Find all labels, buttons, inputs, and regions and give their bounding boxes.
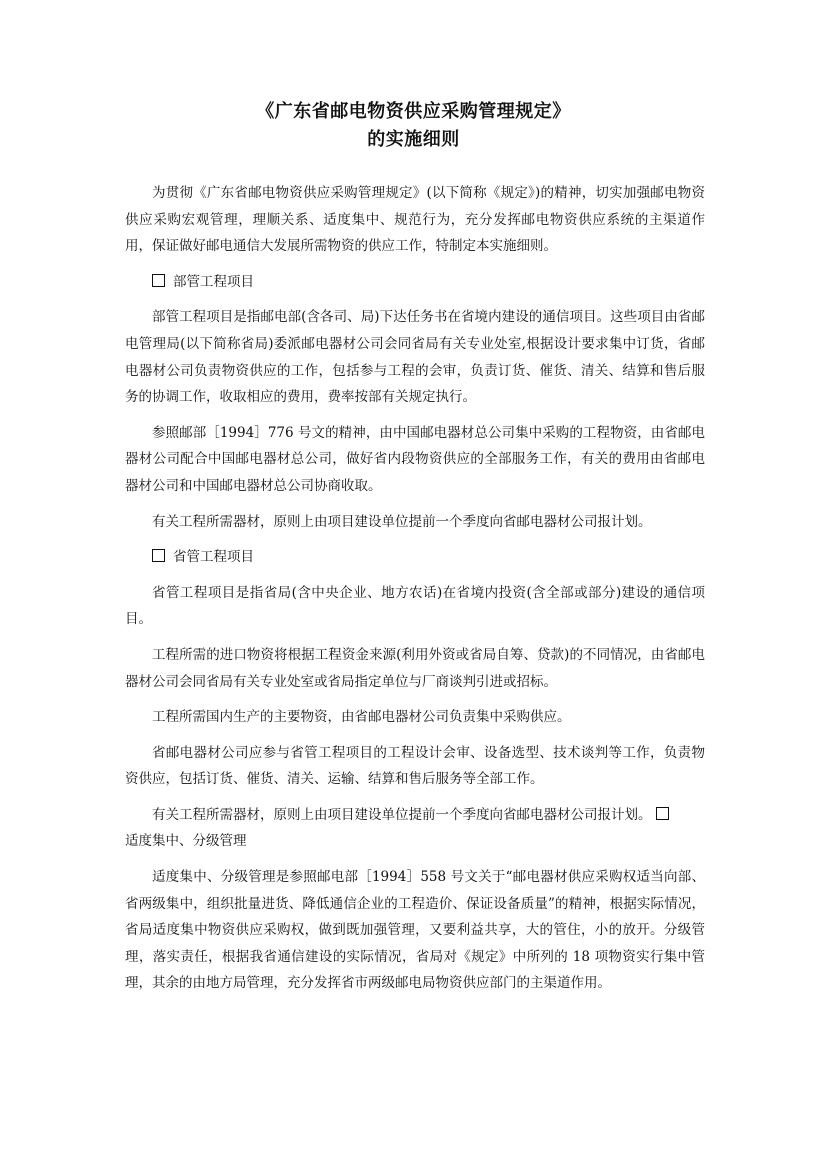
intro-paragraph: 为贯彻《广东省邮电物资供应采购管理规定》(以下简称《规定》)的精神，切实加强邮电物资供应采购宏观管理，理顺关系、适度集中、规范行为，充分发挥邮电物资供应系统的主渠道作用，保证做好邮电通信大发展所需物资的供应工作，特制定本实施细则。 [125,185,705,255]
section2-paragraph-4: 省邮电器材公司应参与省管工程项目的工程设计会审、设备选型、技术谈判等工作，负责物资供应，包括订货、催货、清关、运输、结算和售后服务等全部工作。 [125,744,705,788]
document-title-line2: 的实施细则 [367,129,460,150]
section1-heading-text: 部管工程项目 [173,273,254,290]
checkbox-square-icon [152,274,165,287]
section3-paragraph-1: 适度集中、分级管理是参照邮电部［1994］558 号文关于“邮电器材供应采购权适当向部、省两级集中，组织批量进货、降低通信企业的工程造价、保证设备质量”的精神，根据实际情况，省局适度集中物资供应采购权，做到既加强管理，又要利益共享，大的管住，小的放开。分级管理，落实责任，根据我省通信建设的实际情况，省局对《规定》中所列的 18 项物资实行集中管理，其余的由地方局管理，充分发挥省市两级邮电局物资供应部门的主渠道作用。 [125,869,705,992]
section1-paragraph-2: 参照邮部［1994］776 号文的精神，由中国邮电器材总公司集中采购的工程物资，由省邮电器材公司配合中国邮电器材总公司，做好省内段物资供应的全部服务工作，有关的费用由省邮电器材公司和中国邮电器材总公司协商收取。 [125,424,705,494]
checkbox-square-icon [152,549,165,562]
section2-paragraph-2: 工程所需的进口物资将根据工程资金来源(利用外资或省局自筹、贷款)的不同情况，由省邮电器材公司会同省局有关专业处室或省局指定单位与厂商谈判引进或招标。 [125,646,705,690]
section2-heading-text: 省管工程项目 [173,549,254,566]
section3-heading-text: 适度集中、分级管理 [125,833,247,850]
section2-heading [125,544,705,571]
section2-paragraph-1: 省管工程项目是指省局(含中央企业、地方农话)在省境内投资(含全部或部分)建设的通信项目。 [125,584,705,628]
section1-heading [125,269,705,296]
section2-paragraph-5 [125,802,705,829]
section3-heading [125,828,705,855]
checkbox-square-icon [656,807,669,820]
section2-paragraph-3: 工程所需国内生产的主要物资，由省邮电器材公司负责集中采购供应。 [152,709,571,726]
document-title-line1: 《广东省邮电物资供应采购管理规定》 [256,101,571,122]
document-body [125,180,705,1006]
section1-paragraph-1: 部管工程项目是指邮电部(含各司、局)下达任务书在省境内建设的通信项目。这些项目由省邮电管理局(以下简称省局)委派邮电器材公司会同省局有关专业处室,根据设计要求集中订货，省邮电器材公司负责物资供应的工作，包括参与工程的会审，负责订货、催货、清关、结算和售后服务的协调工作，收取相应的费用，费率按部有关规定执行。 [125,309,705,406]
section1-paragraph-3: 有关工程所需器材，原则上由项目建设单位提前一个季度向省邮电器材公司报计划。 [152,513,652,530]
section2-paragraph-5-text: 有关工程所需器材，原则上由项目建设单位提前一个季度向省邮电器材公司报计划。 [152,806,652,823]
